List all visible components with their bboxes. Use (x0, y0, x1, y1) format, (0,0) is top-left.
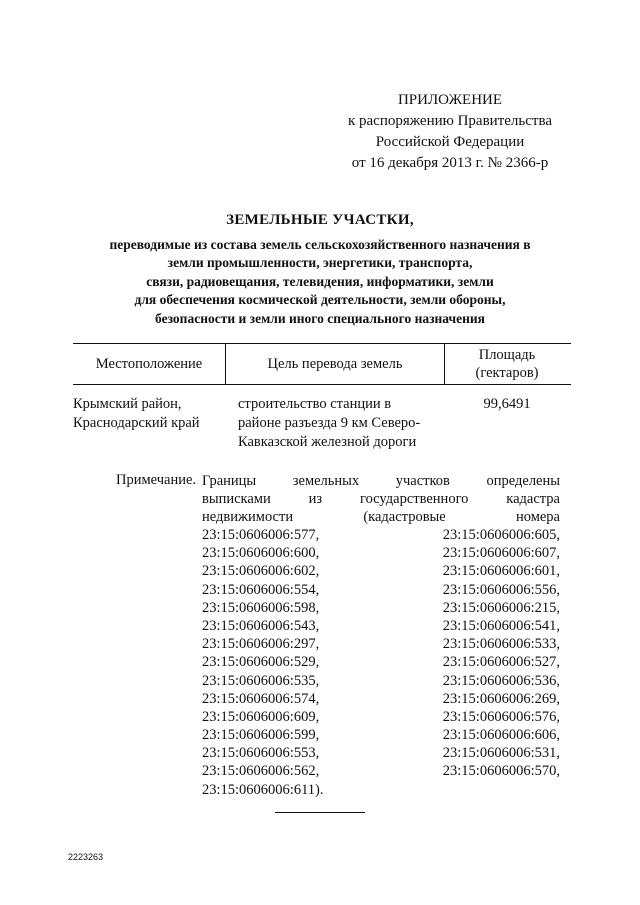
cadastral-number: 23:15:0606006:599, (202, 727, 320, 744)
code-row (202, 599, 560, 617)
cadastral-number: 23:15:0606006:562, (202, 763, 320, 780)
cadastral-number: 23:15:0606006:600, (202, 545, 320, 562)
code-row (202, 672, 560, 690)
header-area-line-2: (гектаров) (475, 365, 539, 381)
appendix-line-2: Российской Федерации (375, 134, 525, 150)
code-row (202, 653, 560, 671)
cadastral-number: 23:15:0606006:577, (202, 527, 320, 543)
code-row (202, 617, 560, 635)
cadastral-number: 23:15:0606006:554, (202, 581, 320, 598)
document-title: ЗЕМЕЛЬНЫЕ УЧАСТКИ, (226, 212, 414, 228)
cadastral-number: 23:15:0606006:556, (442, 581, 560, 598)
code-row (202, 635, 560, 653)
cadastral-number: 23:15:0606006:536, (442, 672, 560, 689)
document-subtitle (60, 236, 580, 328)
code-row (202, 544, 560, 562)
code-row (202, 726, 560, 744)
cadastral-number: 23:15:0606006:543, (202, 617, 320, 634)
cadastral-number: 23:15:0606006:602, (202, 563, 320, 580)
table-row (73, 385, 571, 455)
cadastral-number: 23:15:0606006:529, (202, 654, 320, 671)
cadastral-number: 23:15:0606006:297, (202, 636, 320, 653)
code-row (202, 781, 560, 799)
cadastral-number: 23:15:0606006:576, (442, 708, 560, 725)
cadastral-number: 23:15:0606006:606, (442, 727, 560, 744)
note-line-1: Границы земельных участков определены (202, 473, 560, 489)
cadastral-number: 23:15:0606006:553, (202, 745, 320, 762)
note-text (202, 472, 560, 526)
purpose-line-2: районе разъезда 9 км Северо- (238, 415, 421, 431)
end-divider (275, 812, 365, 813)
header-area (443, 344, 571, 384)
location-line-2: Краснодарский край (73, 415, 200, 431)
cell-location (73, 395, 223, 433)
cadastral-number: 23:15:0606006:527, (442, 654, 560, 671)
land-plots-table (73, 343, 571, 455)
appendix-header (300, 90, 600, 174)
subtitle-line-1: переводимые из состава земель сельскохозяйственного назначения в (109, 237, 531, 252)
note-label: Примечание. (116, 472, 197, 488)
appendix-title: ПРИЛОЖЕНИЕ (397, 92, 503, 108)
code-row (202, 562, 560, 580)
cadastral-number: 23:15:0606006:601, (442, 563, 560, 580)
cadastral-number: 23:15:0606006:598, (202, 599, 320, 616)
cadastral-number: 23:15:0606006:605, (442, 527, 560, 543)
code-row (202, 581, 560, 599)
code-row (202, 708, 560, 726)
location-line-1: Крымский район, (73, 396, 182, 412)
document-number: 2223263 (68, 852, 104, 862)
code-row (202, 690, 560, 708)
cadastral-number: 23:15:0606006:533, (442, 636, 560, 653)
code-row (202, 762, 560, 780)
purpose-line-3: Кавказской железной дороги (238, 434, 417, 450)
subtitle-line-2: земли промышленности, энергетики, транспорта, (167, 255, 473, 271)
header-location: Местоположение (95, 356, 203, 372)
subtitle-line-5: безопасности и земли иного специального назначения (155, 310, 485, 326)
code-row (202, 744, 560, 762)
cadastral-number: 23:15:0606006:531, (442, 745, 560, 762)
cadastral-number: 23:15:0606006:607, (442, 545, 560, 562)
subtitle-line-4: для обеспечения космической деятельности, земли обороны, (134, 292, 506, 308)
cadastral-number: 23:15:0606006:269, (442, 690, 560, 707)
note-line-3: недвижимости (кадастровые номера (202, 509, 560, 525)
appendix-line-1: к распоряжению Правительства (347, 113, 552, 129)
cadastral-number: 23:15:0606006:541, (442, 617, 560, 634)
subtitle-line-3: связи, радиовещания, телевидения, информатики, земли (146, 273, 494, 289)
cadastral-number: 23:15:0606006:574, (202, 690, 320, 707)
purpose-line-1: строительство станции в (238, 396, 392, 412)
cadastral-number: 23:15:0606006:215, (442, 599, 560, 616)
cadastral-number: 23:15:0606006:609, (202, 708, 320, 725)
cadastral-numbers-list (202, 526, 560, 799)
appendix-line-3: от 16 декабря 2013 г. № 2366-р (351, 155, 549, 171)
cell-purpose (238, 395, 438, 452)
cadastral-number: 23:15:0606006:535, (202, 672, 320, 689)
header-purpose: Цель перевода земель (225, 344, 445, 384)
cell-area: 99,6491 (483, 396, 531, 412)
code-row (202, 526, 560, 544)
cadastral-number: 23:15:0606006:611). (202, 781, 324, 798)
note-line-2: выписками из государственного кадастра (202, 491, 560, 507)
header-area-line-1: Площадь (478, 347, 536, 363)
table-header (73, 343, 571, 385)
cadastral-number: 23:15:0606006:570, (442, 763, 560, 780)
